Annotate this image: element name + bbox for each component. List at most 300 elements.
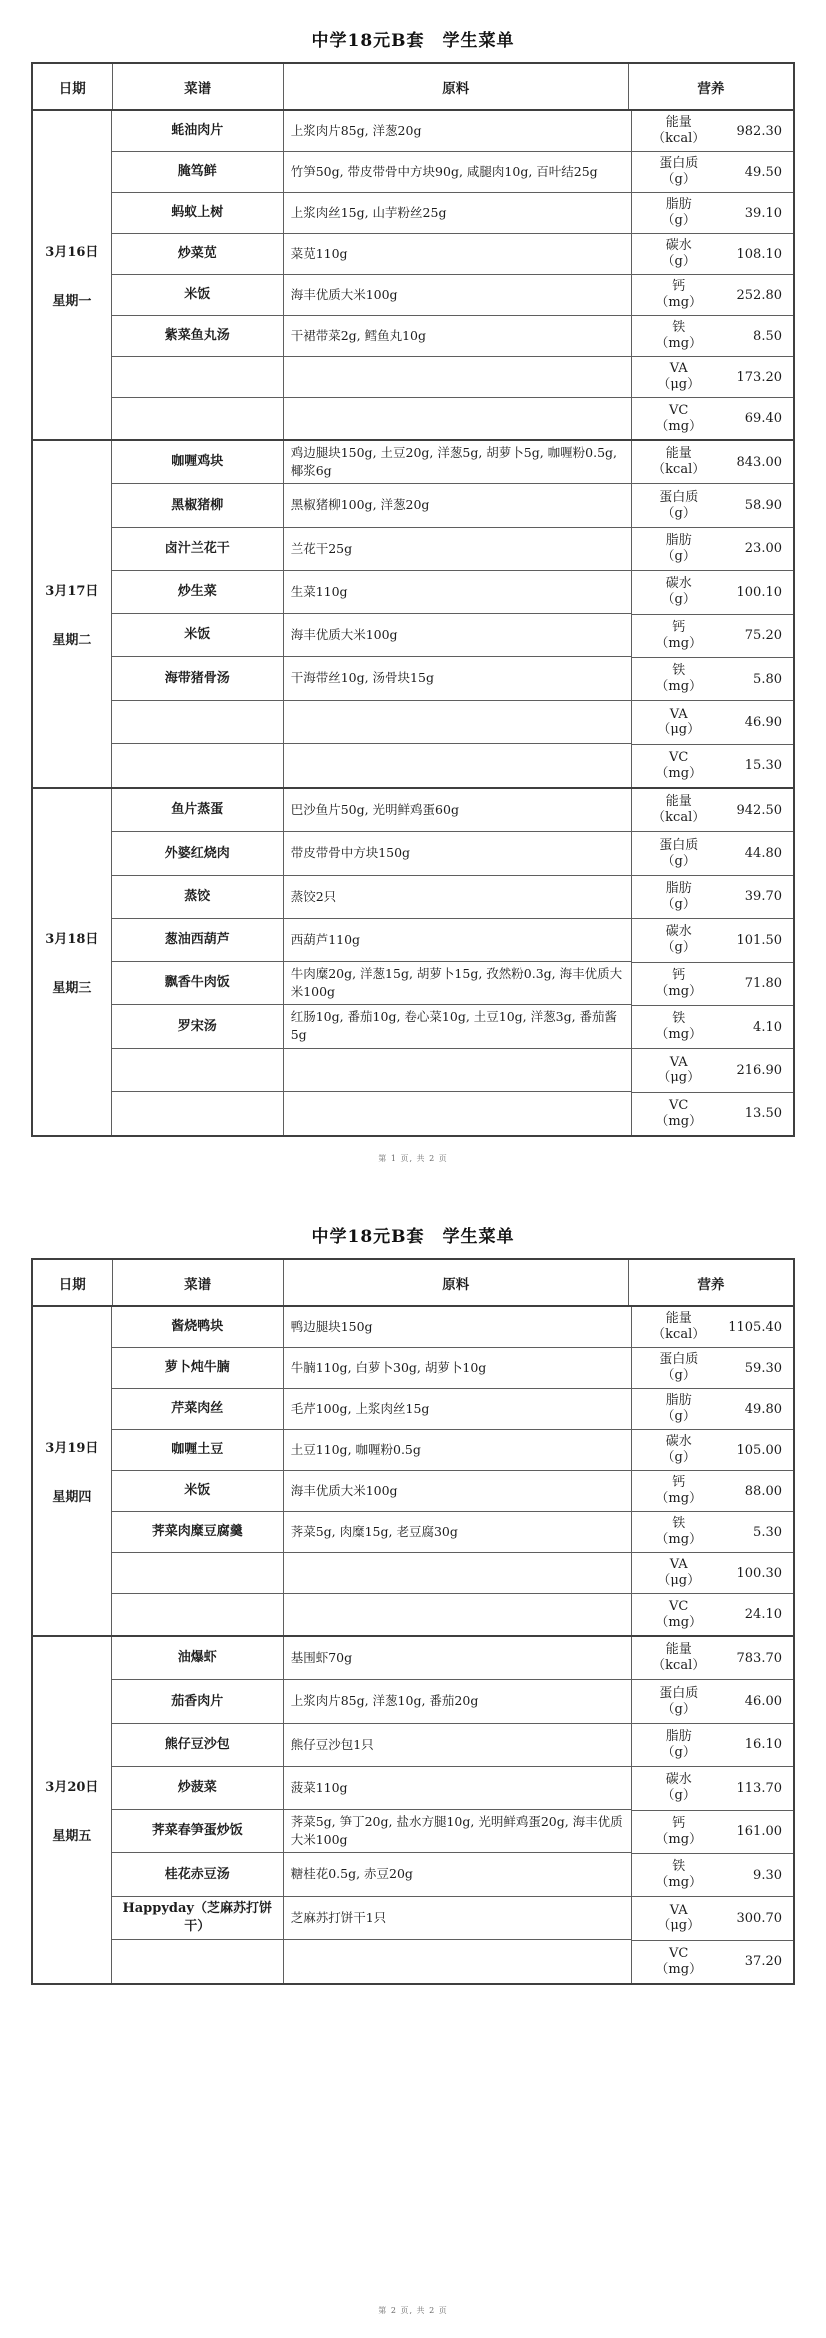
nutrition-label-name: 能量: [665, 446, 692, 462]
nutrition-label: [632, 115, 726, 147]
dish-name-cell: 罗宋汤: [112, 1005, 284, 1048]
nutrition-label-name: 能量: [665, 1642, 692, 1658]
nutrition-row: [632, 1093, 793, 1135]
nutrition-label: [632, 576, 726, 608]
nutrition-value: 5.30: [753, 1524, 782, 1540]
nutrition-row: [632, 963, 793, 1006]
nutrition-row: [632, 484, 793, 527]
dish-name-cell: [112, 1553, 284, 1594]
date-text: 3月19日: [45, 1441, 99, 1456]
dish-name-cell: 米饭: [112, 275, 284, 316]
ingredient-cell: [284, 1940, 631, 1983]
nutrition-label-unit: （mg）: [655, 1027, 703, 1043]
nutrition-row: [632, 398, 793, 439]
dish-name-cell: 黑椒猪柳: [112, 484, 284, 527]
nutrition-label: [632, 403, 726, 435]
nutrition-value: 100.10: [736, 584, 782, 600]
nutrition-label: [632, 1516, 726, 1548]
nutrition-label-name: 铁: [672, 663, 686, 679]
page-1: [0, 0, 826, 1164]
nutrition-label-unit: （μg）: [657, 377, 701, 392]
nutrition-row: [632, 193, 793, 234]
nutrition-label: [632, 279, 726, 311]
dish-name-cell: [112, 1092, 284, 1135]
nutrition-value: 8.50: [753, 328, 782, 344]
nutrition-label-unit: （μg）: [657, 1070, 701, 1086]
page-number-footer: 第 1 页, 共 2 页: [378, 1154, 448, 1163]
ingredient-cell: 牛腩110g, 白萝卜30g, 胡萝卜10g: [284, 1348, 631, 1389]
page-number-footer: 第 2 页, 共 2 页: [378, 2306, 448, 2315]
dish-name-cell: [112, 357, 284, 398]
nutrition-label: [632, 1729, 726, 1761]
dish-name-cell: 萝卜炖牛腩: [112, 1348, 284, 1389]
ingredient-cell: 荠菜5g, 肉糜15g, 老豆腐30g: [284, 1512, 631, 1553]
nutrition-value: 15.30: [744, 758, 782, 774]
dish-name-cell: 炒菜苋: [112, 234, 284, 275]
table-header-row: [33, 64, 793, 111]
nutrition-label-name: 蛋白质: [659, 1352, 699, 1368]
nutrition-value: 88.00: [744, 1483, 782, 1499]
dish-name-cell: 米饭: [112, 1471, 284, 1512]
date-cell: [33, 789, 112, 1135]
ingredient-cell: 海丰优质大米100g: [284, 1471, 631, 1512]
dish-name-cell: 蚝油肉片: [112, 111, 284, 152]
nutrition-label: [632, 750, 726, 782]
page-title: 中学18元B套 学生菜单: [311, 31, 515, 51]
date-cell: [33, 441, 112, 787]
dish-name-cell: [112, 1940, 284, 1983]
nutrition-value: 49.50: [744, 164, 782, 180]
menu-ingredient-grid: [112, 441, 631, 787]
nutrition-row: [632, 1767, 793, 1810]
nutrition-value: 37.20: [744, 1954, 782, 1970]
table-header-row: [33, 1260, 793, 1307]
nutrition-label-unit: （μg）: [657, 722, 701, 738]
nutrition-value: 300.70: [736, 1910, 782, 1926]
nutrition-label: [632, 1599, 726, 1631]
menu-ingredient-grid: [112, 1307, 631, 1635]
dish-name-cell: 芹菜肉丝: [112, 1389, 284, 1430]
nutrition-label-unit: （μg）: [657, 1573, 701, 1588]
nutrition-value: 59.30: [744, 1360, 782, 1376]
dish-name-cell: [112, 744, 284, 787]
nutrition-value: 101.50: [736, 932, 782, 948]
nutrition-column: [631, 111, 793, 439]
nutrition-label-name: 钙: [672, 279, 686, 295]
page-2: [0, 1164, 826, 2338]
nutrition-value: 105.00: [736, 1442, 782, 1458]
nutrition-row: [632, 1724, 793, 1767]
dish-name-cell: 腌笃鲜: [112, 152, 284, 193]
dish-name-cell: 炒生菜: [112, 571, 284, 614]
dish-name-cell: 蒸饺: [112, 876, 284, 919]
nutrition-row: [632, 1680, 793, 1723]
nutrition-label-unit: （g）: [661, 213, 696, 228]
nutrition-label: [632, 794, 726, 826]
nutrition-value: 982.30: [736, 123, 782, 139]
nutrition-value: 252.80: [736, 287, 782, 303]
dish-name-cell: [112, 1049, 284, 1092]
nutrition-label: [632, 924, 726, 956]
dish-name-cell: 炒菠菜: [112, 1767, 284, 1810]
ingredient-cell: [284, 744, 631, 787]
nutrition-label-name: 脂肪: [665, 197, 692, 213]
nutrition-label-name: 钙: [672, 1815, 686, 1831]
nutrition-label-unit: （g）: [661, 548, 696, 564]
nutrition-label: [632, 1946, 726, 1978]
column-header-menu: 菜谱: [113, 1260, 284, 1305]
nutrition-label-unit: （kcal）: [652, 462, 706, 478]
dish-name-cell: [112, 1594, 284, 1635]
nutrition-row: [632, 1854, 793, 1897]
nutrition-value: 16.10: [744, 1737, 782, 1753]
weekday-text: 星期一: [52, 294, 92, 309]
nutrition-label-name: 脂肪: [665, 1729, 692, 1745]
nutrition-value: 173.20: [736, 369, 782, 385]
dish-name-cell: 海带猪骨汤: [112, 657, 284, 700]
nutrition-column: [631, 1307, 793, 1635]
nutrition-label-unit: （g）: [661, 1744, 696, 1760]
column-header-nutrition: 营养: [697, 80, 725, 97]
nutrition-label: [632, 707, 726, 739]
ingredient-cell: 糖桂花0.5g, 赤豆20g: [284, 1853, 631, 1896]
nutrition-value: 69.40: [744, 411, 782, 426]
nutrition-label: [632, 968, 726, 1000]
date-text: 3月16日: [45, 245, 99, 260]
ingredient-cell: 毛芹100g, 上浆肉丝15g: [284, 1389, 631, 1430]
nutrition-label-name: 蛋白质: [659, 156, 699, 172]
nutrition-label-name: 铁: [672, 320, 686, 336]
day-block: [33, 1637, 793, 1983]
dish-name-cell: 酱烧鸭块: [112, 1307, 284, 1348]
nutrition-label: [632, 1352, 726, 1384]
weekday-text: 星期四: [52, 1490, 92, 1505]
ingredient-cell: 兰花干25g: [284, 528, 631, 571]
nutrition-row: [632, 658, 793, 701]
nutrition-value: 23.00: [744, 541, 782, 557]
nutrition-label-unit: （g）: [661, 1788, 696, 1804]
nutrition-label-unit: （mg）: [655, 1831, 703, 1847]
column-header-ingredients: 原料: [284, 1260, 629, 1305]
nutrition-row: [632, 152, 793, 193]
nutrition-label: [632, 1772, 726, 1804]
nutrition-label: [632, 1011, 726, 1043]
nutrition-label-unit: （mg）: [655, 1532, 703, 1547]
column-header-date: 日期: [33, 64, 113, 109]
column-header-ingredients: 原料: [284, 64, 629, 109]
nutrition-row: [632, 1049, 793, 1092]
nutrition-label-unit: （mg）: [655, 635, 703, 651]
nutrition-label-unit: （kcal）: [652, 131, 706, 146]
nutrition-label-unit: （mg）: [655, 679, 703, 695]
nutrition-row: [632, 1811, 793, 1854]
nutrition-label: [632, 1434, 726, 1466]
dish-name-cell: [112, 398, 284, 439]
nutrition-label-name: 蛋白质: [659, 489, 699, 505]
nutrition-label-unit: （g）: [661, 592, 696, 608]
nutrition-value: 216.90: [736, 1062, 782, 1078]
nutrition-label-name: VA: [669, 1557, 688, 1573]
dish-name-cell: 油爆虾: [112, 1637, 284, 1680]
ingredient-cell: 蒸饺2只: [284, 876, 631, 919]
ingredient-cell: 黑椒猪柳100g, 洋葱20g: [284, 484, 631, 527]
nutrition-label: [632, 156, 726, 188]
nutrition-value: 113.70: [736, 1780, 782, 1796]
ingredient-cell: 红肠10g, 番茄10g, 卷心菜10g, 土豆10g, 洋葱3g, 番茄酱5g: [284, 1005, 631, 1048]
nutrition-label-name: VA: [669, 1054, 688, 1070]
nutrition-value: 39.10: [744, 205, 782, 221]
ingredient-cell: 西葫芦110g: [284, 919, 631, 962]
nutrition-label-name: 脂肪: [665, 1393, 692, 1409]
ingredient-cell: 巴沙鱼片50g, 光明鲜鸡蛋60g: [284, 789, 631, 832]
date-text: 3月17日: [45, 584, 99, 599]
nutrition-label: [632, 1557, 726, 1589]
nutrition-row: [632, 234, 793, 275]
ingredient-cell: [284, 357, 631, 398]
nutrition-value: 49.80: [744, 1401, 782, 1417]
nutrition-label-name: 能量: [665, 794, 692, 810]
nutrition-value: 39.70: [744, 889, 782, 905]
ingredient-cell: 竹笋50g, 带皮带骨中方块90g, 咸腿肉10g, 百叶结25g: [284, 152, 631, 193]
date-cell: [33, 1307, 112, 1635]
nutrition-label-name: 碳水: [665, 238, 692, 254]
weekday-text: 星期三: [52, 981, 92, 996]
nutrition-row: [632, 832, 793, 875]
nutrition-value: 942.50: [736, 802, 782, 818]
nutrition-row: [632, 1941, 793, 1983]
ingredient-cell: 海丰优质大米100g: [284, 614, 631, 657]
nutrition-label: [632, 1393, 726, 1425]
nutrition-value: 58.90: [744, 498, 782, 514]
nutrition-label: [632, 1098, 726, 1130]
nutrition-row: [632, 1512, 793, 1553]
weekday-text: 星期五: [52, 1829, 92, 1844]
menu-ingredient-grid: [112, 1637, 631, 1983]
nutrition-label: [632, 1055, 726, 1087]
nutrition-label-name: VA: [669, 706, 688, 722]
nutrition-value: 161.00: [736, 1824, 782, 1840]
nutrition-label-name: 钙: [672, 1475, 686, 1491]
dish-name-cell: 外婆红烧肉: [112, 832, 284, 875]
nutrition-label-unit: （kcal）: [652, 1327, 706, 1342]
nutrition-row: [632, 571, 793, 614]
nutrition-label-name: 钙: [672, 967, 686, 983]
ingredient-cell: [284, 1092, 631, 1135]
nutrition-label: [632, 1816, 726, 1848]
nutrition-row: [632, 1006, 793, 1049]
nutrition-row: [632, 1471, 793, 1512]
nutrition-label-unit: （mg）: [655, 765, 703, 781]
nutrition-label: [632, 663, 726, 695]
nutrition-label-name: 蛋白质: [659, 1685, 699, 1701]
nutrition-row: [632, 528, 793, 571]
nutrition-column: [631, 1637, 793, 1983]
nutrition-value: 46.90: [744, 714, 782, 730]
ingredient-cell: 土豆110g, 咖喱粉0.5g: [284, 1430, 631, 1471]
nutrition-value: 843.00: [736, 454, 782, 470]
menu-table-body: [33, 1307, 793, 1983]
nutrition-label: [632, 838, 726, 870]
dish-name-cell: 咖喱土豆: [112, 1430, 284, 1471]
nutrition-label-unit: （g）: [661, 172, 696, 187]
column-header-date: 日期: [33, 1260, 113, 1305]
nutrition-label-name: VC: [669, 1598, 689, 1614]
nutrition-row: [632, 1430, 793, 1471]
dish-name-cell: 米饭: [112, 614, 284, 657]
ingredient-cell: 熊仔豆沙包1只: [284, 1724, 631, 1767]
nutrition-label: [632, 1686, 726, 1718]
nutrition-value: 9.30: [753, 1867, 782, 1883]
nutrition-label-name: 铁: [672, 1516, 686, 1532]
nutrition-value: 44.80: [744, 846, 782, 862]
nutrition-label-name: 能量: [665, 115, 692, 131]
dish-name-cell: 荠菜肉糜豆腐羹: [112, 1512, 284, 1553]
nutrition-label-name: 脂肪: [665, 533, 692, 549]
nutrition-value: 75.20: [744, 628, 782, 644]
ingredient-cell: [284, 1049, 631, 1092]
ingredient-cell: 鸭边腿块150g: [284, 1307, 631, 1348]
nutrition-label: [632, 238, 726, 270]
nutrition-label-name: 碳水: [665, 1434, 692, 1450]
nutrition-label-unit: （g）: [661, 853, 696, 869]
nutrition-row: [632, 745, 793, 787]
menu-table-body: [33, 111, 793, 1135]
column-header-nutrition: 营养: [697, 1276, 725, 1293]
date-cell: [33, 1637, 112, 1983]
nutrition-label-unit: （g）: [661, 940, 696, 956]
day-block: [33, 789, 793, 1135]
nutrition-value: 100.30: [736, 1565, 782, 1581]
ingredient-cell: 带皮带骨中方块150g: [284, 832, 631, 875]
dish-name-cell: 葱油西葫芦: [112, 919, 284, 962]
date-text: 3月20日: [45, 1780, 99, 1795]
dish-name-cell: 咖喱鸡块: [112, 441, 284, 484]
nutrition-row: [632, 357, 793, 398]
nutrition-label-unit: （mg）: [655, 1875, 703, 1891]
nutrition-label-name: 钙: [672, 619, 686, 635]
nutrition-value: 71.80: [744, 976, 782, 992]
nutrition-label: [632, 1642, 726, 1674]
nutrition-value: 5.80: [753, 671, 782, 687]
ingredient-cell: 干裙带菜2g, 鳕鱼丸10g: [284, 316, 631, 357]
ingredient-cell: 菜苋110g: [284, 234, 631, 275]
nutrition-label-unit: （kcal）: [652, 1658, 706, 1674]
nutrition-label-name: 铁: [672, 1859, 686, 1875]
day-block: [33, 1307, 793, 1637]
ingredient-cell: 荠菜5g, 笋丁20g, 盐水方腿10g, 光明鲜鸡蛋20g, 海丰优质大米100g: [284, 1810, 631, 1853]
nutrition-value: 108.10: [736, 246, 782, 262]
dish-name-cell: 桂花赤豆汤: [112, 1853, 284, 1896]
column-header-menu: 菜谱: [113, 64, 284, 109]
nutrition-label-name: VA: [669, 1902, 688, 1918]
nutrition-value: 24.10: [744, 1607, 782, 1622]
nutrition-label-name: VC: [669, 1945, 689, 1961]
nutrition-label: [632, 361, 726, 393]
nutrition-row: [632, 441, 793, 484]
nutrition-label-name: 碳水: [665, 576, 692, 592]
nutrition-row: [632, 1553, 793, 1594]
nutrition-label: [632, 490, 726, 522]
nutrition-label: [632, 197, 726, 229]
nutrition-row: [632, 615, 793, 658]
ingredient-cell: 生菜110g: [284, 571, 631, 614]
menu-ingredient-grid: [112, 111, 631, 439]
ingredient-cell: 鸡边腿块150g, 土豆20g, 洋葱5g, 胡萝卜5g, 咖喱粉0.5g, 椰浆6g: [284, 441, 631, 484]
nutrition-value: 4.10: [753, 1019, 782, 1035]
dish-name-cell: 鱼片蒸蛋: [112, 789, 284, 832]
ingredient-cell: 菠菜110g: [284, 1767, 631, 1810]
menu-table: [31, 62, 795, 1137]
nutrition-row: [632, 1389, 793, 1430]
dish-name-cell: 荠菜春笋蛋炒饭: [112, 1810, 284, 1853]
nutrition-label-unit: （kcal）: [652, 810, 706, 826]
page-title: 中学18元B套 学生菜单: [311, 1227, 515, 1247]
nutrition-value: 46.00: [744, 1694, 782, 1710]
nutrition-label: [632, 881, 726, 913]
menu-table: [31, 1258, 795, 1985]
nutrition-label-name: VC: [669, 749, 689, 765]
ingredient-cell: [284, 398, 631, 439]
nutrition-label-name: 能量: [665, 1311, 692, 1327]
nutrition-label: [632, 446, 726, 478]
nutrition-label-unit: （mg）: [655, 1961, 703, 1977]
nutrition-row: [632, 1307, 793, 1348]
nutrition-label: [632, 1903, 726, 1935]
nutrition-label: [632, 1859, 726, 1891]
ingredient-cell: [284, 1594, 631, 1635]
nutrition-label-unit: （μg）: [657, 1918, 701, 1934]
nutrition-label-name: 脂肪: [665, 881, 692, 897]
menu-ingredient-grid: [112, 789, 631, 1135]
ingredient-cell: 上浆肉片85g, 洋葱10g, 番茄20g: [284, 1680, 631, 1723]
nutrition-row: [632, 316, 793, 357]
nutrition-label-name: VC: [669, 402, 689, 418]
nutrition-row: [632, 1594, 793, 1635]
nutrition-row: [632, 1348, 793, 1389]
weekday-text: 星期二: [52, 633, 92, 648]
ingredient-cell: 海丰优质大米100g: [284, 275, 631, 316]
nutrition-label: [632, 620, 726, 652]
nutrition-label-name: 蛋白质: [659, 837, 699, 853]
date-cell: [33, 111, 112, 439]
nutrition-label-unit: （mg）: [655, 1113, 703, 1129]
nutrition-label-unit: （g）: [661, 254, 696, 269]
ingredient-cell: 芝麻苏打饼干1只: [284, 1897, 631, 1940]
nutrition-row: [632, 919, 793, 962]
dish-name-cell: Happyday（芝麻苏打饼干）: [112, 1897, 284, 1940]
nutrition-label-unit: （mg）: [655, 1614, 703, 1630]
dish-name-cell: [112, 701, 284, 744]
nutrition-row: [632, 701, 793, 744]
dish-name-cell: 卤汁兰花干: [112, 528, 284, 571]
ingredient-cell: 基围虾70g: [284, 1637, 631, 1680]
nutrition-row: [632, 111, 793, 152]
nutrition-label-unit: （g）: [661, 1450, 696, 1465]
dish-name-cell: 茄香肉片: [112, 1680, 284, 1723]
nutrition-value: 13.50: [744, 1106, 782, 1122]
nutrition-label-unit: （mg）: [655, 336, 703, 351]
nutrition-label-unit: （g）: [661, 896, 696, 912]
nutrition-row: [632, 1897, 793, 1940]
nutrition-label-unit: （g）: [661, 1409, 696, 1424]
nutrition-label-name: 铁: [672, 1011, 686, 1027]
nutrition-label-name: VA: [669, 361, 688, 377]
nutrition-row: [632, 789, 793, 832]
day-block: [33, 111, 793, 441]
nutrition-label-unit: （mg）: [655, 295, 703, 310]
nutrition-label-unit: （mg）: [655, 418, 703, 434]
nutrition-label-unit: （g）: [661, 505, 696, 521]
